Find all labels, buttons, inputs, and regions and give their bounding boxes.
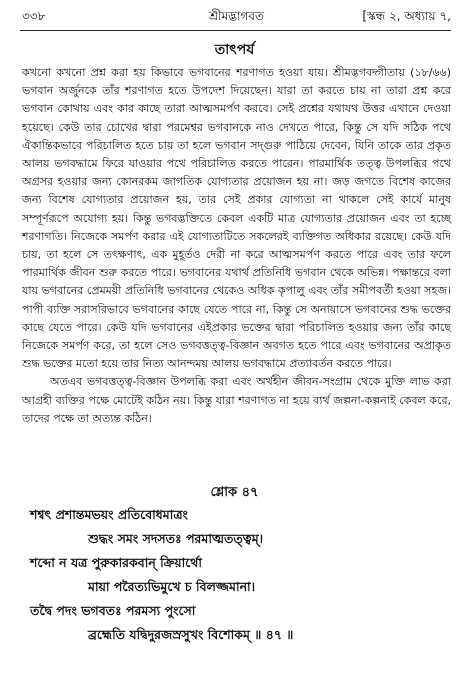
paragraph: কখনো কখনো প্রশ্ন করা হয় কিভাবে ভগবানের শরণাগত হওয়া যায়। শ্রীমদ্ভগবদ্গীতায় (১৮/৬৬) ভগবান অর্জুনকে তাঁর শরণাগত হতে উপদেশ দিয়েছেন। যারা তা করতে চায় না তারা প্রশ্ন করে ভগবান কোথায় এবং কার কাছে তারা আত্মসমর্পণ করবে। সেই প্রশ্নের যথাযথ উত্তর এখানে দেওয়া হয়েছে। কেউ তার চোখের দ্বারা পরমেশ্বর ভগবানকে নাও দেখতে পারে, কিন্তু সে যদি সঠিক পথে ঐকান্তিকভাবে পরিচালিত হতে চায় তা হলে ভগবান সদ্গুরু পাঠিয়ে দেবেন, যিনি তাকে তার প্রকৃত আলয় ভগবদ্ধামে ফিরে যাওয়ার পথে পরিচালিত করতে পারেন। পারমার্থিক তত্ত্ব উপলব্ধির পথে অগ্রসর হওয়ার জন্য কোনরকম জাগতিক যোগ্যতার প্রয়োজন হয় না। জড় জগতে বিশেষ কাজের জন্য বিশেষ যোগ্যতার প্রয়োজন হয়, তার সেই প্রকার যোগ্যতা না থাকলে সেই কার্যে মানুষ সম্পূর্ণরূপে অযোগ্য হয়। কিন্তু ভগবদ্ভক্তিতে কেবল একটি মাত্র যোগ্যতার প্রয়োজন এবং তা হচ্ছে শরণাগতি। নিজেকে সমর্পণ করার এই যোগ্যতাটিতে সকলেরই ব্যক্তিগত অধিকার রয়েছে। কেউ যদি চায়, তা হলে সে তৎক্ষণাৎ, এক মুহূর্তও দেরী না করে আত্মসমর্পণ করতে পারে এবং তার ফলে পারমার্থিক জীবন শুরু করতে পারে। ভগবানের যথার্থ প্রতিনিধি ভগবান থেকে অভিন্ন। পক্ষান্তরে বলা যায় ভগবানের প্রেমময়ী প্রতিনিধি ভগবানের থেকেও অধিক কৃপালু এবং তাঁর সমীপবর্তী হওয়া সহজ। পাপী ব্যক্তি সরাসরিভাবে ভগবানের কাছে যেতে পারে না, কিন্তু সে অনায়াসে ভগবানের শুদ্ধ ভক্তের কাছে যেতে পারে। কেউ যদি ভগবানের এইপ্রকার ভক্তের দ্বারা পরিচালিত হওয়ার জন্য তাঁর কাছে নিজেকে সমর্পণ করে, তা হলে সেও ভগবত্তত্ত্ব-বিজ্ঞান অবগত হতে পারে এবং ভগবানের অপ্রাকৃত শুদ্ধ ভক্তের মতো হয়ে তার নিত্য আনন্দময় আলয় ভগবদ্ধামে প্রত্যাবর্তন করতে পারে।	[22, 66, 451, 371]
chapter-reference: [স্কন্ধ ২, অধ্যায় ৭,	[362, 9, 451, 23]
purport-body	[22, 64, 451, 428]
verse-line: শুদ্ধং সমং সদসতঃ পরমাত্মতত্ত্বম্‌।	[88, 531, 264, 546]
verse-line: মায়া পরৈত্যভিমুখে চ বিলজ্জমানা।	[88, 579, 256, 594]
purport-title: তাৎপর্য	[214, 42, 255, 58]
paragraph: অতএব ভগবত্তত্ত্ব-বিজ্ঞান উপলব্ধি করা এবং অর্থহীন জীবন-সংগ্রাম থেকে মুক্তি লাভ করা আগ্রহী ব্যক্তির পক্ষে মোটেই কঠিন নয়। কিন্তু যারা শরণাগত না হয়ে ব্যর্থ জল্পনা-কল্পনাই কেবল করে, তাদের পক্ষে তা অত্যন্ত কঠিন।	[22, 375, 451, 425]
book-title: শ্রীমদ্ভাগবত	[208, 9, 264, 23]
verse-heading: শ্লোক ৪৭	[210, 485, 259, 500]
page-number: ৩৩৮	[22, 9, 46, 23]
header-rule	[20, 30, 451, 31]
verse-line: ব্রহ্মেতি যদ্বিদুরজস্রসুখং বিশোকম্‌ ॥ ৪৭ ॥	[88, 627, 294, 642]
verse-line: শশ্বৎ প্রশান্তমভয়ং প্রতিবোধমাত্রং	[30, 507, 188, 522]
verse-line: শব্দো ন যত্র পুরুকারকবান্‌ ক্রিয়ার্থো	[30, 555, 202, 570]
verse-line: তদ্বৈ পদং ভগবতঃ পরমস্য পুংসো	[30, 603, 196, 618]
page-header	[22, 8, 451, 28]
